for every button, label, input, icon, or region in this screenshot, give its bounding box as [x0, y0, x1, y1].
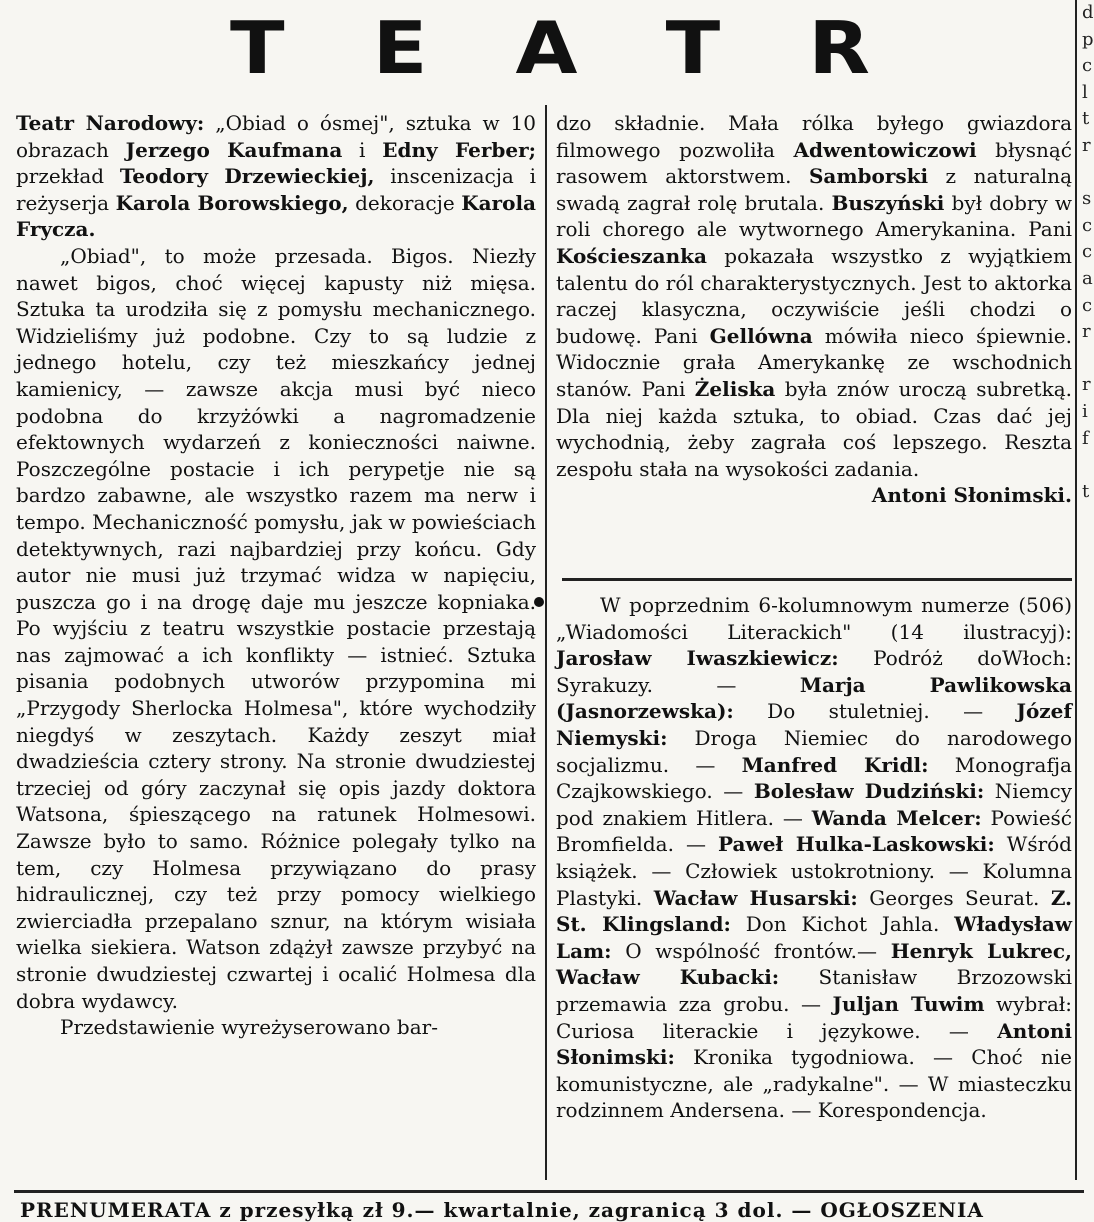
- bold-name: Paweł Hulka-Laskowski:: [718, 832, 995, 857]
- page-title: [230, 6, 870, 90]
- bold-name: Antoni Słonimski:: [556, 1018, 1072, 1070]
- text-run: Niemcy pod znakiem Hitlera. —: [556, 779, 1072, 830]
- review-column-right: [556, 110, 1072, 509]
- text-run: Georges Seurat.: [857, 885, 1051, 910]
- margin-letter: t: [1082, 108, 1090, 130]
- play-credits: [16, 110, 536, 243]
- text-run: O wspólność frontów.—: [611, 938, 891, 963]
- margin-letter: p: [1082, 28, 1094, 50]
- margin-letter: [1082, 346, 1094, 373]
- bold-name: Henryk Lukrec, Wacław Kubacki:: [556, 938, 1072, 990]
- margin-letter: c: [1082, 214, 1093, 236]
- text-run: mówiła nieco śpiewnie. Widocznie grała Amerykankę ze wschodnich stanów. Pani: [556, 323, 1072, 401]
- previous-issue-contents: [556, 592, 1072, 1124]
- text-run: był dobry w roli chorego ale wytwornego Amerykanina. Pani: [556, 190, 1072, 242]
- text-run: przekład: [16, 164, 120, 189]
- text-run: Do stuletniej. —: [733, 699, 1017, 724]
- bold-name: Teatr Narodowy:: [16, 111, 205, 135]
- text-run: Monografja Czajkowskiego. —: [556, 752, 1072, 804]
- review-body: „Obiad", to może przesada. Bigos. Niezły nawet bigos, choć więcej kapusty niż mięsa. Sztuka ta urodziła się z pomysłu mechanicznego. Widzieliśmy już podobne. Czy to są ludzie z jednego hotelu, czy też mieszkańcy jednej kamienicy, — zawsze akcja musi być nieco podobna do krzyżówki a nagromadzenie efektownych wydarzeń z konieczności naiwne. Poszczególne postacie i ich perypetje nie są bardzo zabawne, ale wszystko razem ma nerw i tempo. Mechaniczność pomysłu, jak w powieściach detektywnych, razi najbardziej przy końcu. Gdy autor nie musi już trzymać widza w napięciu, puszcza go i na drogę daje mu jeszcze kopniaka. Po wyjściu z teatru wszystkie postacie przestają nas zajmować a ich konflikty — istnieć. Sztuka pisania podobnych utworów przypomina mi „Przygody Sherlocka Holmesa", które wychodziły niegdyś w zeszytach. Każdy zeszyt miał dwadzieścia cztery strony. Na stronie dwudziestej trzeciej od góry zaczynał się opis jazdy doktora Watsona, śpieszącego na ratunek Holmesowi. Zawsze było to samo. Różnice polegały tylko na tem, czy Holmesa przywiązano do prasy hidraulicznej, czy też przy pomocy wielkiego zwierciadła przepalano sznur, na którym wisiała wielka siekiera. Watson zdążył zawsze przybyć na stronie dwudziestej czwartej i ocalić Holmesa dla dobra wydawcy.: [16, 243, 536, 1013]
- subscription-footer: PRENUMERATA z przesyłką zł 9.— kwartalnie, zagranicą 3 dol. — OGŁOSZENIA: [20, 1198, 984, 1222]
- title-letter: A: [515, 6, 578, 90]
- bold-name: Karola Borowskiego,: [115, 190, 349, 215]
- text-run: Powieść Bromfielda. —: [556, 805, 1072, 857]
- text-run: wybrał: Curiosa literackie i językowe. —: [556, 991, 1072, 1043]
- review-column-left: [16, 110, 536, 1041]
- bold-name: Z. St. Klingsland:: [556, 885, 1073, 937]
- margin-letter: c: [1082, 55, 1093, 77]
- review-cast-notes: [556, 110, 1072, 482]
- review-continuation: Przedstawienie wyreżyserowano bar-: [60, 1015, 438, 1040]
- bold-name: Karola Frycza.: [16, 190, 536, 242]
- text-run: Kronika tygodniowa. — Choć nie komunistyczne, ale „radykalne". — W miasteczku rodzinnem Andersena. — Korespondencja.: [556, 1045, 1072, 1123]
- bold-name: Kościeszanka: [556, 243, 707, 268]
- bold-name: Marja Pawlikowska (Jasnorzewska):: [556, 672, 1072, 724]
- margin-letter: s: [1082, 188, 1092, 210]
- text-run: „Obiad o ósmej", sztuka w 10 obrazach: [16, 111, 536, 162]
- margin-letter: t: [1082, 480, 1090, 502]
- adjacent-column-fragment: [1082, 0, 1094, 505]
- bold-name: Bolesław Dudziński:: [753, 779, 985, 804]
- text-run: była znów uroczą subretką. Dla niej każda sztuka, to obiad. Czas dać jej wychodnią, żeby zagrała coś lepszego. Reszta zespołu stała na wysokości zadania.: [556, 376, 1072, 481]
- bold-name: Juljan Tuwim: [832, 991, 985, 1016]
- bold-name: Józef Niemyski:: [556, 699, 1072, 750]
- margin-letter: [1082, 160, 1094, 187]
- text-run: Stanisław Brzozowski przemawia zza grobu. —: [556, 965, 1072, 1016]
- bold-name: Władysław Lam:: [556, 912, 1073, 963]
- margin-letter: [1082, 452, 1094, 479]
- text-run: dekoracje: [348, 190, 462, 215]
- margin-letter: r: [1082, 374, 1091, 396]
- title-letter: T: [665, 6, 721, 90]
- margin-letter: r: [1082, 134, 1091, 156]
- footer-divider: [14, 1190, 1084, 1193]
- text-run: i: [342, 137, 383, 162]
- text-run: pokazała wszystko z wyjątkiem talentu do ról charakterystycznych. Jest to aktorka raczej klasyczna, oczywiście jeśli chodzi o budowę. Pani: [556, 243, 1072, 348]
- text-run: błysnąć rasowem aktorstwem.: [556, 137, 1072, 189]
- text-run: dzo składnie. Mała rólka byłego gwiazdora filmowego pozwoliła: [556, 111, 1072, 162]
- margin-letter: i: [1082, 400, 1088, 422]
- author-signature: Antoni Słonimski.: [871, 483, 1072, 508]
- text-run: z naturalną swadą zagrał rolę brutala.: [556, 164, 1072, 215]
- bold-name: Edny Ferber;: [382, 137, 536, 162]
- text-run: Podróż doWłoch: Syrakuzy. —: [556, 646, 1073, 697]
- margin-letter: c: [1082, 294, 1093, 316]
- title-letter: T: [230, 6, 285, 90]
- right-column-divider: [1075, 0, 1077, 1180]
- margin-letter: l: [1082, 81, 1088, 103]
- title-letter: E: [372, 6, 428, 90]
- bold-name: Buszyński: [831, 190, 945, 215]
- bold-name: Manfred Kridl:: [741, 752, 929, 777]
- bold-name: Jarosław Iwaszkiewicz:: [556, 646, 839, 671]
- section-divider: [562, 578, 1072, 581]
- bold-name: Gellówna: [709, 323, 813, 348]
- text-run: W poprzednim 6-kolumnowym numerze (506) „Wiadomości Literackich" (14 ilustracyj):: [556, 593, 1072, 644]
- bold-name: Żeliska: [694, 376, 776, 401]
- margin-letter: c: [1082, 241, 1093, 263]
- margin-letter: d: [1082, 2, 1094, 23]
- text-run: Droga Niemiec do narodowego socjalizmu. —: [556, 725, 1072, 777]
- margin-letter: r: [1082, 321, 1091, 343]
- margin-letter: f: [1082, 427, 1089, 449]
- text-run: Wśród książek. — Człowiek ustokrotniony. — Kolumna Plastyki.: [556, 832, 1072, 910]
- bold-name: Samborski: [808, 164, 929, 189]
- bold-name: Teodory Drzewieckiej,: [119, 164, 375, 189]
- margin-letter: a: [1082, 267, 1093, 289]
- previous-issue-notice: [556, 592, 1072, 1124]
- bold-name: Wanda Melcer:: [811, 805, 982, 830]
- title-letter: R: [808, 6, 870, 90]
- column-divider: [545, 105, 547, 1180]
- text-run: Don Kichot Jahla.: [730, 912, 955, 937]
- bold-name: Adwentowiczowi: [793, 137, 977, 162]
- text-run: inscenizacja i reżyserja: [16, 164, 536, 215]
- bold-name: Wacław Husarski:: [653, 885, 858, 910]
- bold-name: Jerzego Kaufmana: [125, 137, 343, 162]
